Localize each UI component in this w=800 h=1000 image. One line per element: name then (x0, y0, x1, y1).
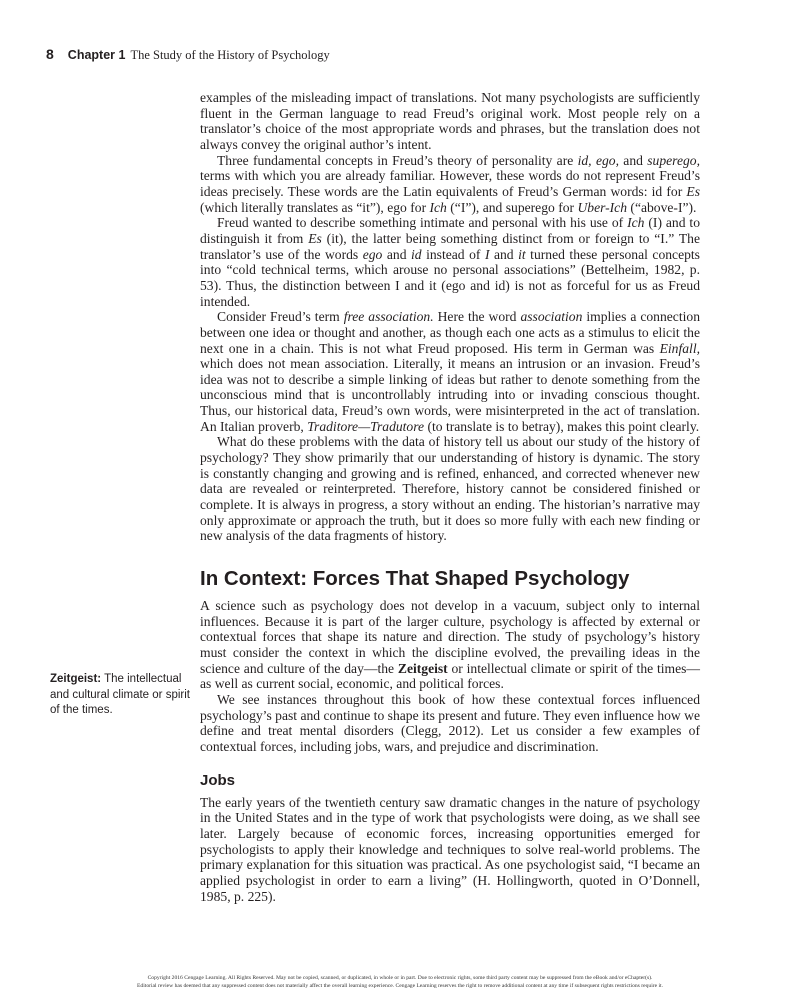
section-heading: In Context: Forces That Shaped Psychology (200, 567, 630, 591)
chapter-title: The Study of the History of Psychology (130, 48, 330, 62)
paragraph-fundamental-concepts: Three fundamental concepts in Freud’s theory of personality are id, ego, and superego, terms with which you are already familiar. However, these words do not represent Freud’s ideas precisely. These words are the Latin equivalents of Freud’s German words: id for Es (which literally translates as “it”), ego for Ich (“I”), and superego for Uber-Ich (“above-I”). (200, 152, 700, 215)
main-text-column (200, 90, 700, 904)
glossary-term: Zeitgeist: (50, 673, 102, 685)
paragraph-jobs: The early years of the twentieth century saw dramatic changes in the nature of psychology in the United States and in the type of work that psychologists were doing, as we shall see later. Largely because of economic forces, increasing opportunities emerged for psychologists to apply their knowledge and techniques to solve real-world problems. The primary explanation for this situation was practical. As one psychologist said, “I became an applied psychologist in order to earn a living” (H. Hollingworth, quoted in O’Donnell, 1985, p. 225). (200, 794, 700, 904)
zeitgeist-keyword: Zeitgeist (397, 660, 448, 676)
paragraph-free-association: Consider Freud’s term free association. Here the word association implies a connection between one idea or thought and another, as though each one acts as a stimulus to elicit the next one in a chain. This is not what Freud proposed. His term in German was Einfall, which does not mean association. Literally, it means an intrusion or an invasion. Freud’s idea was not to describe a simple linking of ideas but rather to denote something from the unconscious mind that is uncontrollably intruding into or invading conscious thought. Thus, our historical data, Freud’s own words, were misinterpreted in the act of translation. An Italian proverb, Traditore—Tradutore (to translate is to betray), makes this point clearly. (200, 309, 700, 434)
margin-glossary-note (50, 672, 190, 719)
paragraph-instances: We see instances throughout this book of how these contextual forces influenced psychology’s past and continue to shape its present and future. They even influence how we define and treat mental disorders (Clegg, 2012). Let us consider a few examples of contextual forces, including jobs, wars, and prejudice and discrimination. (200, 691, 700, 754)
paragraph-history-dynamic: What do these problems with the data of history tell us about our study of the history of psychology? They show primarily that our understanding of history is dynamic. The story is constantly changing and growing and is refined, enhanced, and corrected whenever new data are revealed or reinterpreted. Therefore, history cannot be considered finished or complete. It is always in progress, a story without an ending. The historian’s narrative may only approximate or approach the truth, but it does so more fully with each new finding or new analysis of the data fragments of history. (200, 434, 700, 544)
paragraph-contextual-forces: A science such as psychology does not develop in a vacuum, subject only to internal influences. Because it is part of the larger culture, psychology is affected by external or contextual forces that shape its nature and direction. The study of psychology’s history must consider the context in which the discipline evolved, the prevailing ideas in the science and culture of the day—the Zeitgeist or intellectual climate or spirit of the times—as well as current social, economic, and political forces. (200, 598, 700, 692)
running-head (46, 46, 330, 63)
chapter-label: Chapter 1 (67, 48, 126, 62)
footer-line-2: Editorial review has deemed that any suppressed content does not materially affect the overall learning experience. Cengage Learning reserves the right to remove additional content at any time if subsequent rights restrictions require it. (137, 982, 663, 989)
footer-line-1: Copyright 2016 Cengage Learning. All Rights Reserved. May not be copied, scanned, or duplicated, in whole or in part. Due to electronic rights, some third party content may be suppressed from the eBook and/or eChapter(s). (147, 975, 653, 981)
glossary-definition: The intellectual and cultural climate or spirit of the times. (50, 673, 190, 716)
copyright-footer (40, 975, 760, 990)
sub-heading-jobs: Jobs (200, 771, 236, 789)
paragraph-ich-and-es: Freud wanted to describe something intimate and personal with his use of Ich (I) and to distinguish it from Es (it), the latter being something distinct from or foreign to “I.” The translator’s use of the words ego and id instead of I and it turned these personal concepts into “cold technical terms, which arouse no personal associations” (Bettelheim, 1982, p. 53). Thus, the distinction between I and it (ego and id) is not as forceful for us as Freud intended. (200, 215, 701, 309)
paragraph-translation-impact: examples of the misleading impact of translations. Not many psychologists are sufficiently fluent in the German language to read Freud’s original work. Most people rely on a translator’s choice of the most appropriate words and phrases, but the translation does not always convey the original author’s intent. (200, 90, 700, 152)
page-number: 8 (46, 46, 54, 62)
